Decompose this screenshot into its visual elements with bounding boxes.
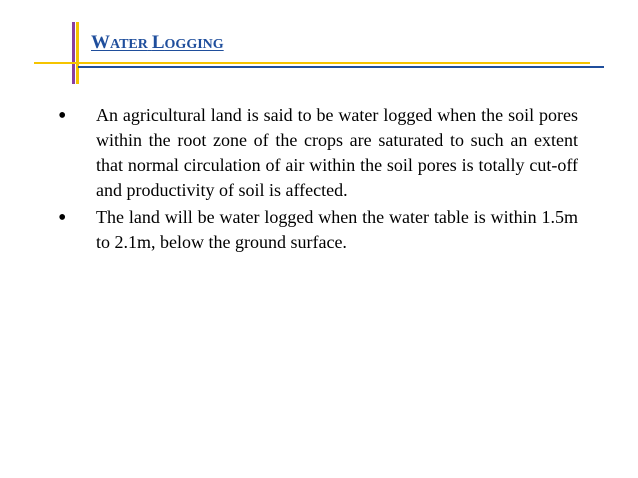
bullet-text: An agricultural land is said to be water logged when the soil pores within the root zone of the crops are saturated to such an extent that normal circulation of air within the soil pores is totally cut-off and productivity of soil is affected. (96, 105, 578, 200)
bullet-dot-icon: • (58, 205, 67, 231)
title-initial-2: L (151, 32, 165, 53)
bullet-list (56, 103, 578, 257)
decorative-horizontal-line-blue (78, 66, 604, 68)
bullet-dot-icon: • (58, 103, 67, 129)
decorative-vertical-line-purple (72, 22, 75, 84)
title-rest-1: ATER (110, 37, 148, 52)
decorative-vertical-line-yellow (76, 22, 79, 84)
decorative-horizontal-line-yellow (34, 62, 590, 64)
slide-title (91, 32, 224, 54)
bullet-item (56, 103, 578, 203)
bullet-text: The land will be water logged when the water table is within 1.5m to 2.1m, below the ground surface. (96, 207, 578, 252)
title-initial-1: W (91, 32, 110, 53)
title-rest-2: OGGING (164, 37, 224, 52)
bullet-item (56, 205, 578, 255)
